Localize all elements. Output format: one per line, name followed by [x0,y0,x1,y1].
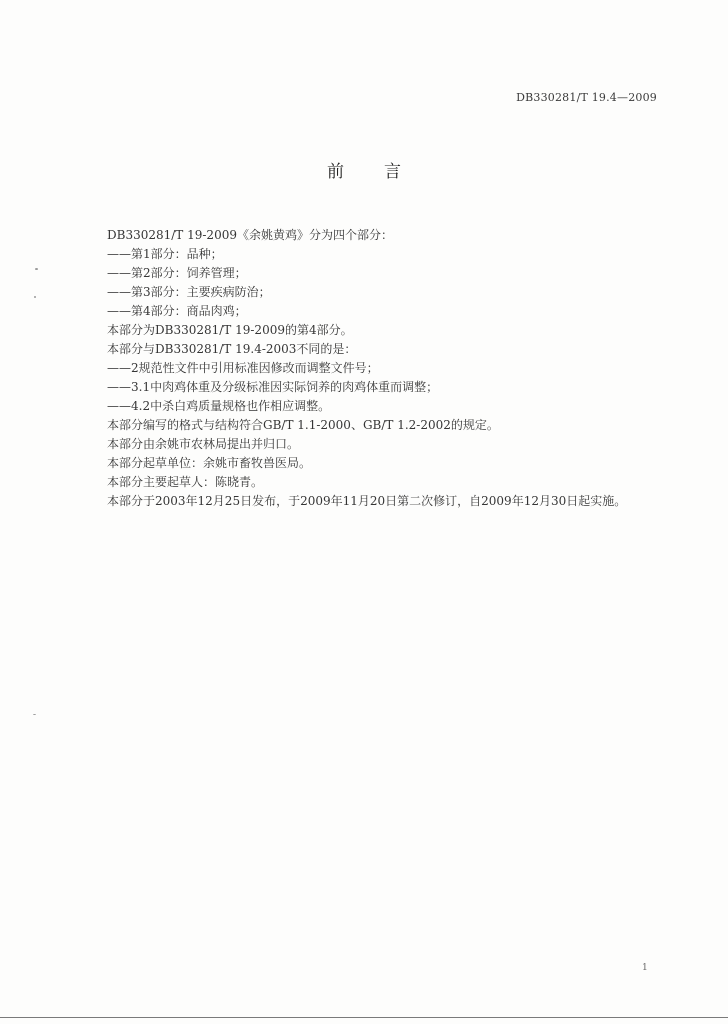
line-difference-2: ——3.1中肉鸡体重及分级标准因实际饲养的肉鸡体重而调整； [107,380,439,394]
line-part-3: ——第3部分：主要疾病防治； [107,285,271,299]
standard-number-header: DB330281/T 19.4—2009 [516,91,657,104]
page-number: 1 [642,963,648,973]
line-differences-intro: 本部分与DB330281/T 19.4-2003不同的是： [107,342,357,356]
foreword-body [107,226,707,511]
line-drafting-unit: 本部分起草单位：余姚市畜牧兽医局。 [107,456,312,470]
title-char-2: 言 [384,162,401,182]
scan-speck [34,296,36,298]
line-part-4: ——第4部分：商品肉鸡； [107,304,247,318]
scan-bottom-edge [0,1017,728,1018]
line-difference-3: ——4.2中杀白鸡质量规格也作相应调整。 [107,399,331,413]
line-issue-dates: 本部分于2003年12月25日发布，于2009年11月20日第二次修订，自2009年12月30日起实施。 [107,494,627,508]
scan-speck [35,268,38,270]
scan-speck [33,714,36,715]
line-parts-intro: DB330281/T 19-2009《余姚黄鸡》分为四个部分： [107,228,393,242]
line-format-compliance: 本部分编写的格式与结构符合GB/T 1.1-2000、GB/T 1.2-2002的规定。 [107,418,499,432]
page-title [0,161,728,183]
line-this-part: 本部分为DB330281/T 19-2009的第4部分。 [107,323,353,337]
line-drafter: 本部分主要起草人：陈晓青。 [107,475,264,489]
line-part-1: ——第1部分：品种； [107,247,223,261]
line-proposed-by: 本部分由余姚市农林局提出并归口。 [107,437,300,451]
line-difference-1: ——2规范性文件中引用标准因修改而调整文件号； [107,361,379,375]
title-char-1: 前 [327,162,344,182]
line-part-2: ——第2部分：饲养管理； [107,266,247,280]
